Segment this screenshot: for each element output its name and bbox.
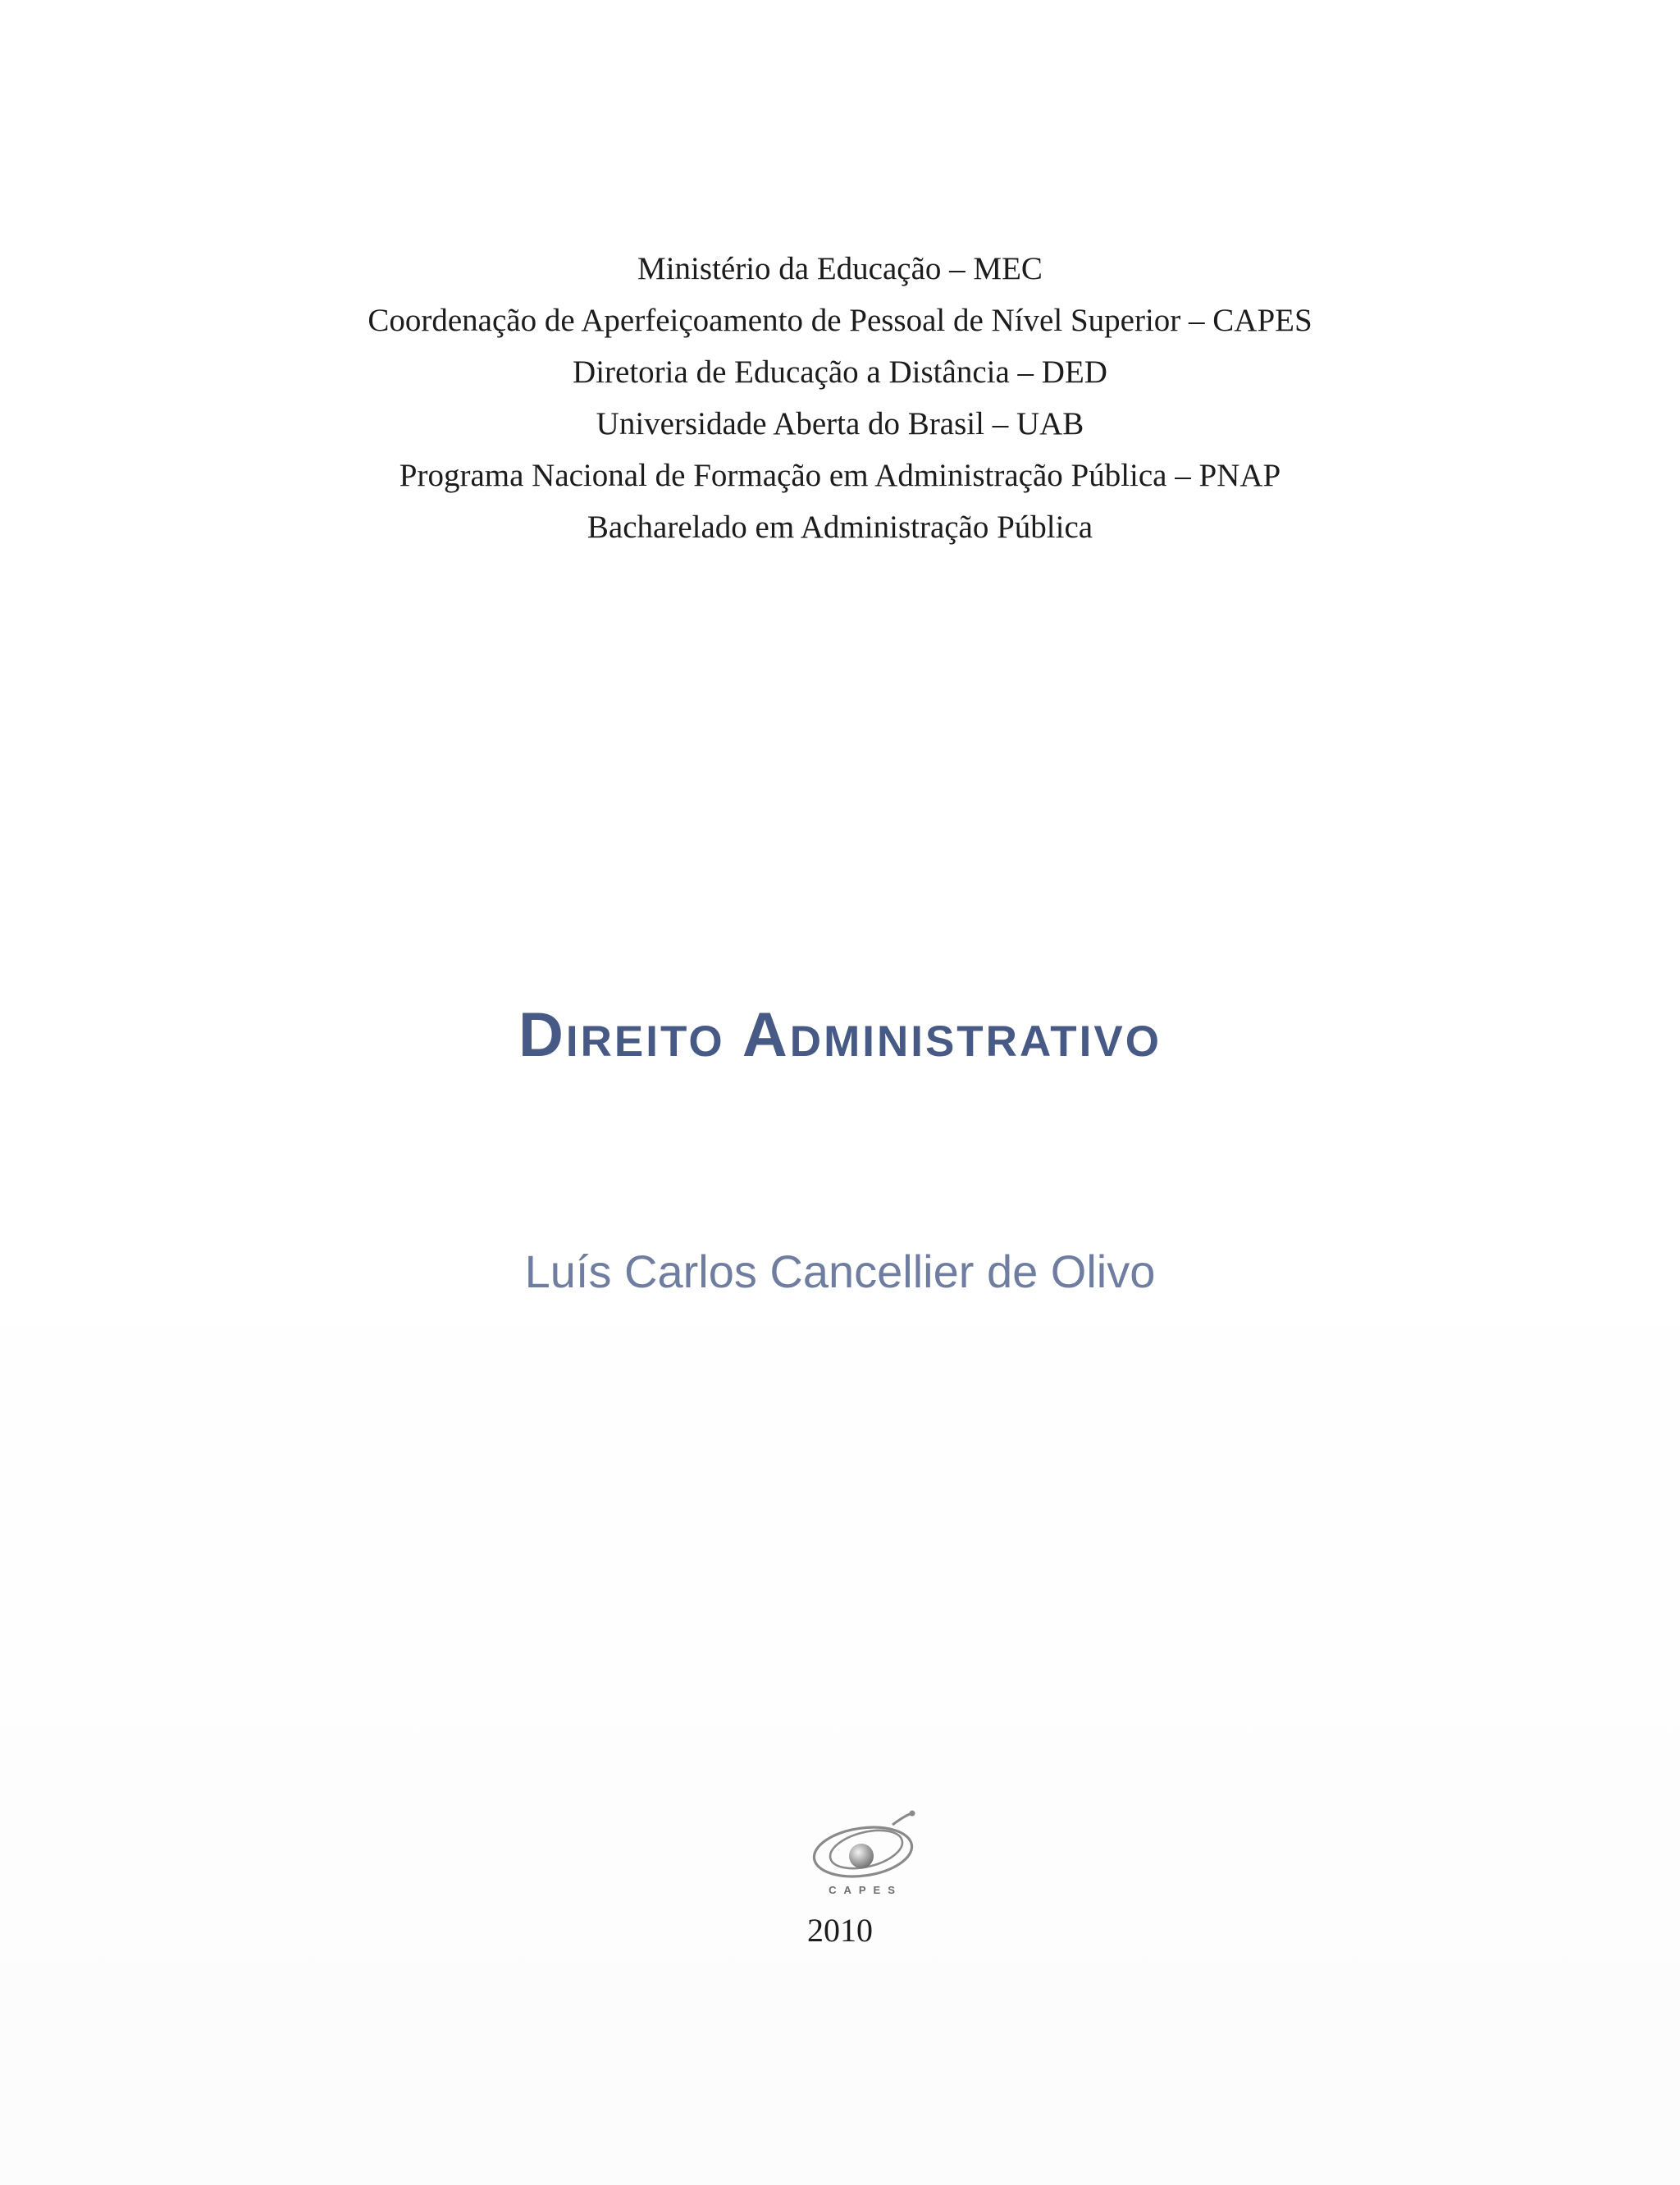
publication-year: 2010 [807,1912,873,1949]
institution-line-ded: Diretoria de Educação a Distância – DED [573,354,1107,390]
author-name: Luís Carlos Cancellier de Olivo [524,1246,1156,1297]
document-title: Direito Administrativo [518,1000,1162,1070]
capes-logo-icon [804,1805,927,1904]
institution-line-pnap: Programa Nacional de Formação em Administração Pública – PNAP [399,458,1281,493]
institution-line-uab: Universidade Aberta do Brasil – UAB [596,406,1084,441]
institution-line-capes: Coordenação de Aperfeiçoamento de Pessoal de Nível Superior – CAPES [368,303,1312,338]
institution-line-mec: Ministério da Educação – MEC [637,251,1043,286]
institution-line-course: Bacharelado em Administração Pública [587,510,1093,545]
institution-list [0,243,1680,553]
capes-logo-text: CAPES [829,1884,902,1896]
